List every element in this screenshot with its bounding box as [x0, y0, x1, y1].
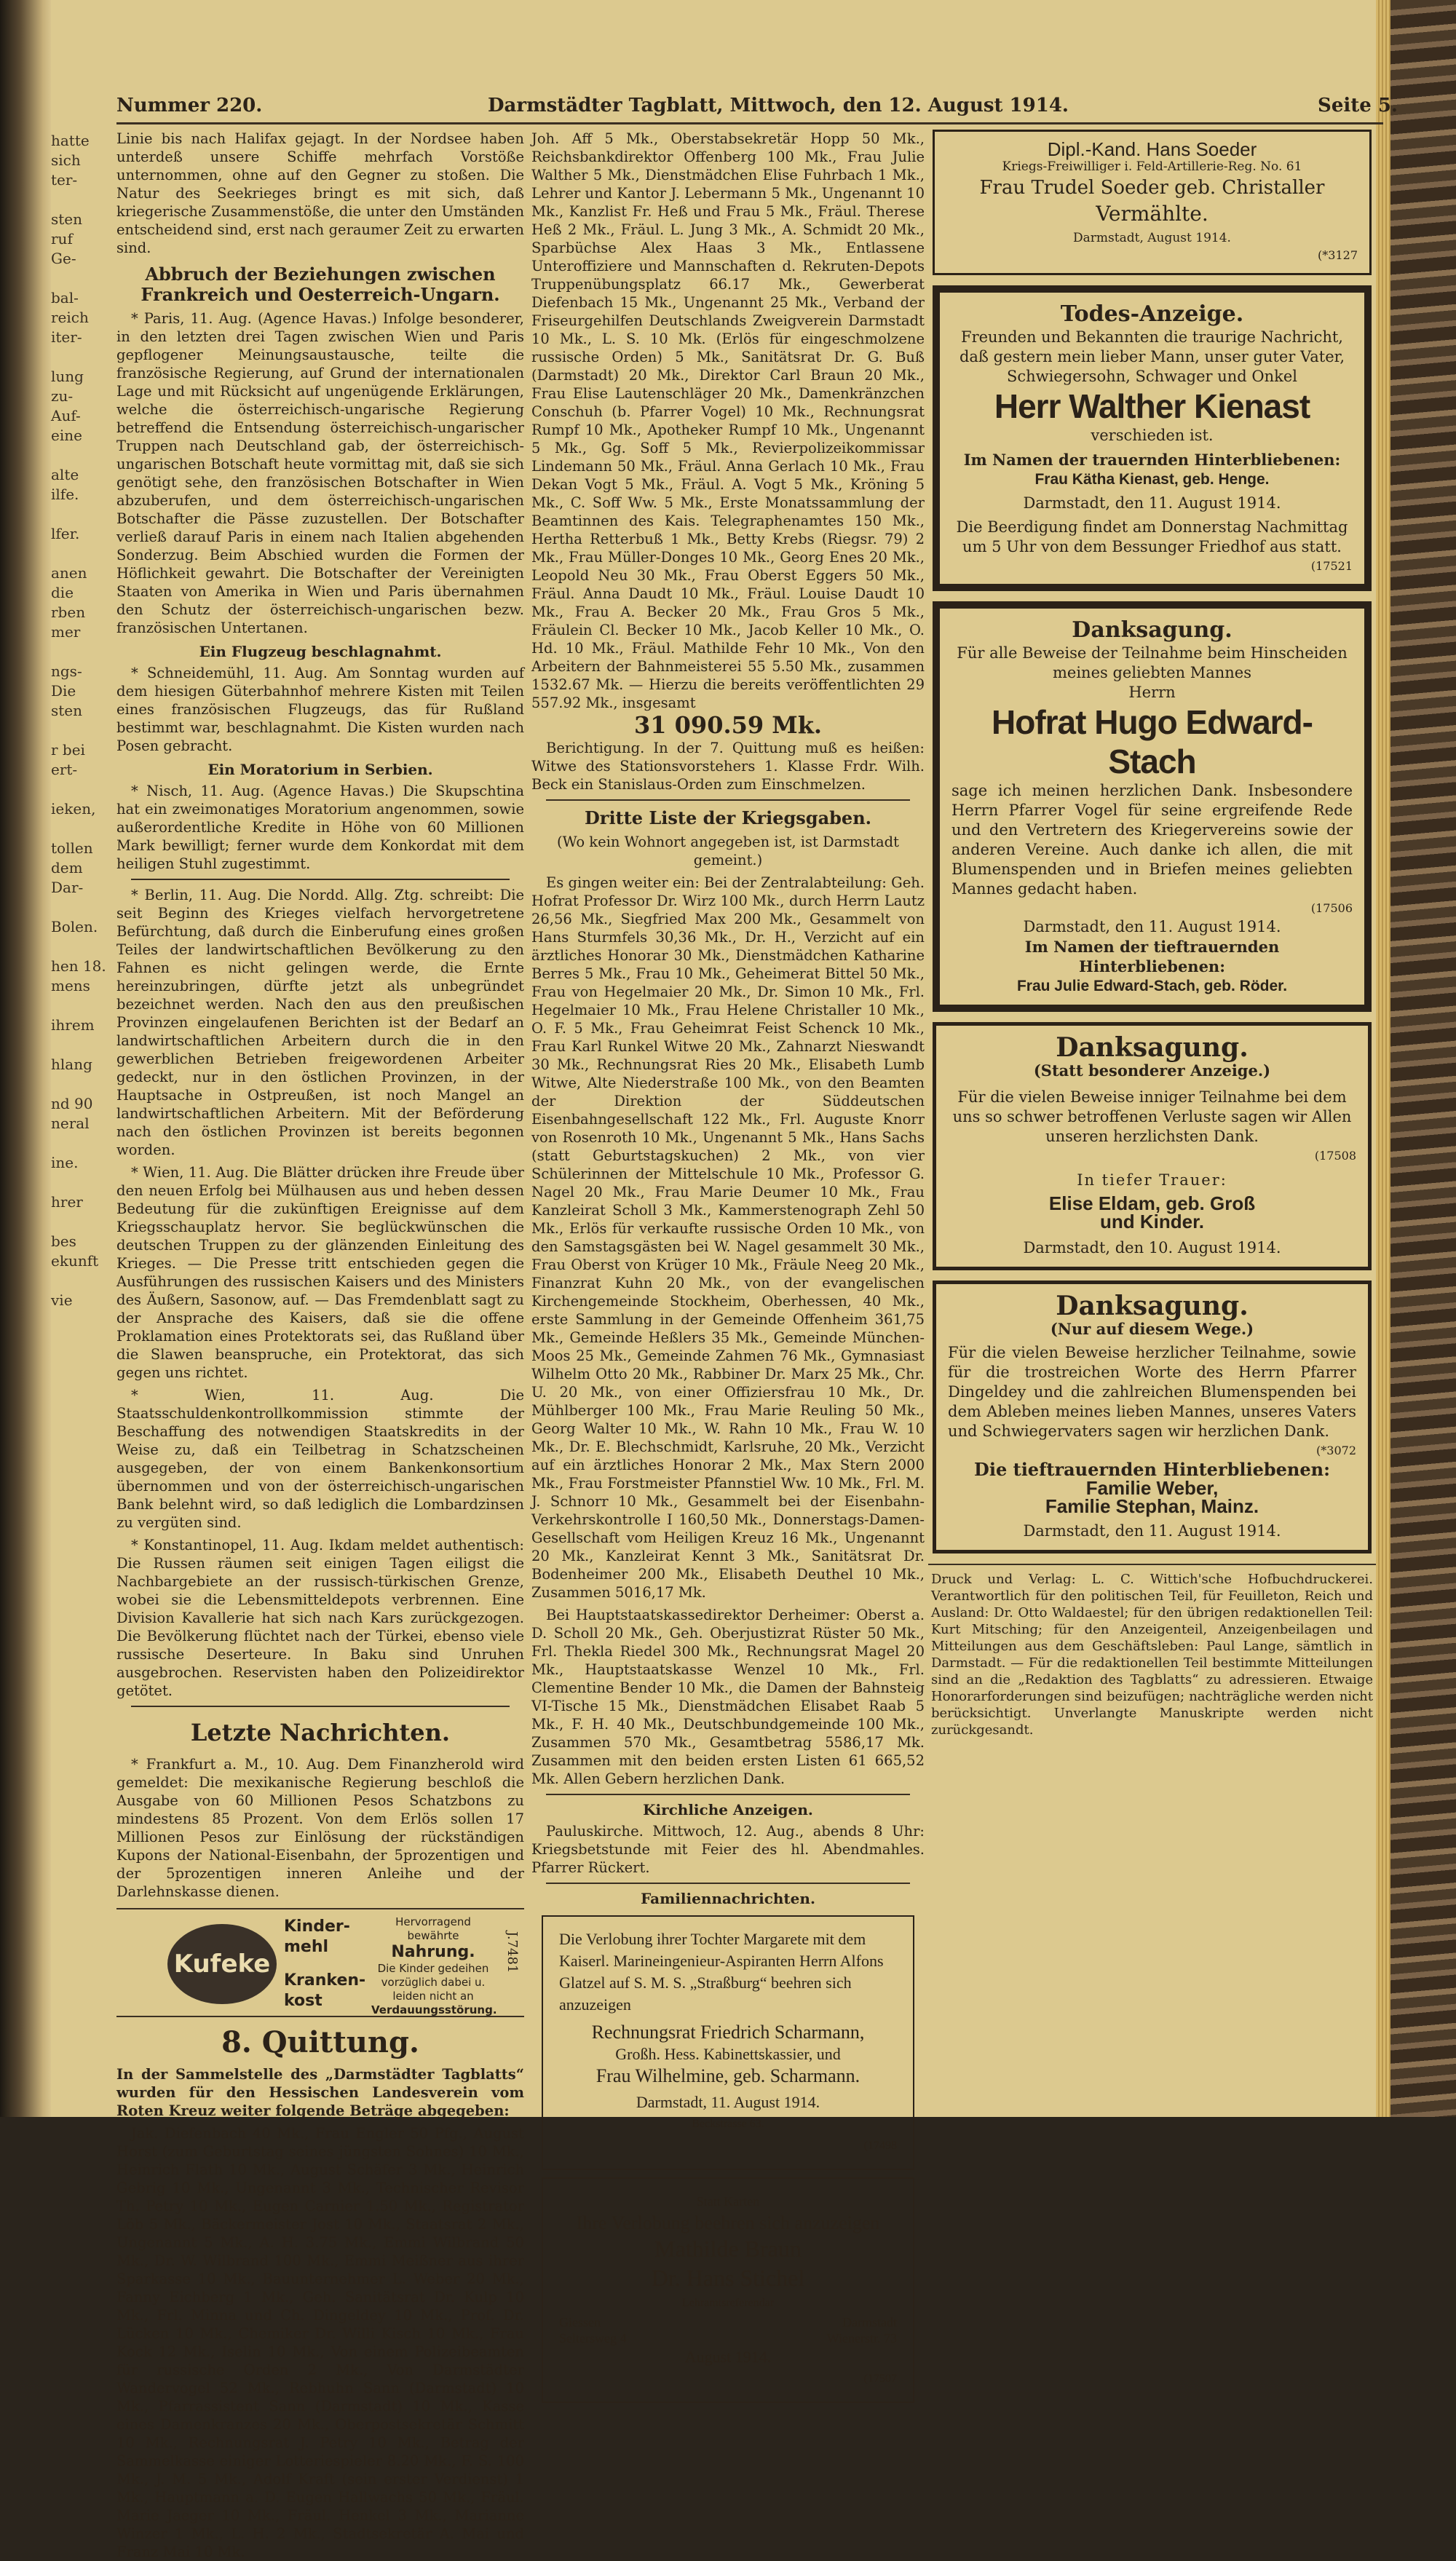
ad-text: Giessen: [559, 2315, 601, 2330]
divider: [546, 1794, 910, 1795]
margin-fragment: [51, 937, 96, 957]
correction-note: Berichtigung. In der 7. Quittung muß es heißen: Witwe des Stationsvorstehers 1. Klasse Frdr. Wilh. Beck ein Stanislaus-Orden zum Einschmelzen.: [531, 740, 925, 793]
margin-fragment: hen 18.: [51, 957, 106, 975]
ad-text: Hervorragend bewährte: [395, 1915, 471, 1942]
margin-fragment: [51, 721, 96, 740]
margin-fragment: ert-: [51, 761, 78, 778]
ad-text: Die Kinder gedeihen vorzüglich dabei u. leiden nicht an: [377, 1962, 489, 2003]
margin-fragment: ter-: [51, 171, 78, 189]
kufeke-logo: Kufeke: [167, 1924, 277, 2004]
notice-text: In tiefer Trauer:: [1077, 1171, 1227, 1189]
margin-fragment: zu-: [51, 387, 74, 405]
margin-fragment: bal-: [51, 289, 79, 306]
margin-fragment: Ge-: [51, 250, 76, 267]
margin-fragment: rben: [51, 603, 86, 621]
margin-fragment: [51, 898, 96, 917]
margin-fragment: [51, 780, 96, 799]
receipt-intro: In der Sammelstelle des „Darmstädter Tagblatts“ wurden für den Hessischen Landesverein vom Roten Kreuz weiter folgende Beträge abgegeben:: [116, 2066, 524, 2119]
section-note: (Wo kein Wohnort angegeben ist, ist Darmstadt gemeint.): [557, 834, 899, 868]
donation-list: Es gingen weiter ein: Bei der Zentralabteilung: Geh. Hofrat Professor Dr. Wirz 100 Mk., durch Herrn Lautz 26,56 Mk., Siegfried Max 200 Mk., Gesammelt von Hans Sturmfels 30,36 Mk., Dr. H., Verzicht auf ein ärztliches Honorar 30 Mk., Dienstmädchen Katharine Berres 5 Mk., Frau 10 Mk., Geheimerat Bittel 50 Mk., Frau von Hegelmaier 20 Mk., Dr. Simon 10 Mk., Frl. Hegelmaier 10 Mk., Frau Helene Christaller 10 Mk., O. F. 5 Mk., Frau Geheimrat Feist Schenck 10 Mk., Frau Karl Runkel Witwe 20 Mk., Zahnarzt Nieswandt 30 Mk., Rechnungsrat Ries 20 Mk., Elisabeth Lumb Witwe, Alte Niederstraße 100 Mk., von den Beamten der Direktion der Süddeutschen Eisenbahngesellschaft 122 Mk., Frl. Auguste Knorr von Rosenroth 10 Mk., Ungenannt 5 Mk., Hans Sachs (statt Geburtstagskuchen) 2 Mk., von vier Schülerinnen der Mittelschule 10 Mk., Professor G. Nagel 20 Mk., Frau Marie Deumer 10 Mk., Frau Kanzleirat Scholl 3 Mk., Kammerstenograph Zehl 50 Mk., Erlös für verkaufte russische Orden 10 Mk., von den Samstagsgästen bei W. Nagel gesammelt 30 Mk., Frau Oberst von Krüger 10 Mk., Fräule Neeg 20 Mk., Finanzrat Kuhn 20 Mk., von der evangelischen Kirchengemeinde Stockheim, Oberhessen, 40 Mk., erste Sammlung in der Gemeinde Offenheim 361,75 Mk., Gemeinde Heßlers 35 Mk., Gemeinde München-Moos 25 Mk., Gemeinde Zahmen 76 Mk., Gymnasiast Wilhelm Otto 20 Mk., Rabbiner Dr. Marx 25 Mk., Chr. U. 20 Mk., von einer Offiziersfrau 10 Mk., Dr. Mühlberger 100 Mk., Frau Marie Reuling 50 Mk., Georg Walter 10 Mk., W. Rahn 10 Mk., Frau W. 10 Mk., Dr. E. Blechschmidt, Karlsruhe, 20 Mk., Verzicht auf ein ärztliches Honorar 2 Mk., Max Stern 2000 Mk., Frau Forstmeister Pfannstiel Ww. 10 Mk., Frl. M. J. Schnorr 10 Mk., Gesammelt bei der Eisenbahn-Verkehrskontrolle I 160,50 Mk., Donnerstags-Damen-Gesellschaft vom Heiligen Kreuz 16 Mk., Ungenannt 20 Mk., Kanzleirat Kennt 3 Mk., Sanitätsrat Dr. Bodenheimer 200 Mk., Elisabeth Deuthel 10 Mk., Zusammen 5016,17 Mk.: [531, 874, 925, 1601]
ad-text: Verdauungsstörung.: [371, 2003, 497, 2016]
ad-name: Mathilde Braun: [654, 2236, 802, 2262]
margin-fragment: [51, 1173, 96, 1192]
ad-text: Die Verlobung ihrer Tochter Margarete mit dem Kaiserl. Marineingenieur-Aspiranten Herrn Alfons Glatzel auf S. M. S. „Straßburg“ beehren sich anzuzeigen: [559, 1930, 884, 2014]
margin-fragment: r bei: [51, 741, 85, 759]
article-subheading: Ein Flugzeug beschlagnahmt.: [199, 643, 442, 660]
kufeke-product-label: [284, 1917, 365, 2011]
thanks-notice-edward-stach: [933, 601, 1372, 1012]
margin-fragment: sich: [51, 151, 81, 169]
ad-code: J.7481: [505, 1931, 520, 1974]
notice-text: Für die vielen Beweise inniger Teilnahme bei dem uns so schwer betroffenen Verluste sagen wir Allen unseren herzlichsten Dank.: [952, 1088, 1352, 1145]
deceased-name: Hofrat Hugo Edward-Stach: [992, 703, 1313, 780]
notice-title: Todes-Anzeige.: [1060, 301, 1244, 327]
margin-fragment: sten: [51, 210, 83, 228]
margin-fragment: nd 90: [51, 1095, 93, 1112]
column-3: [928, 130, 1376, 2095]
ad-text: Dipl.-Kand. Hans Soeder: [1047, 138, 1257, 160]
ad-text: Nahrung.: [391, 1943, 475, 1961]
ad-text: Darmstadt, August 1914.: [1073, 231, 1231, 245]
notice-text: und Kinder.: [1100, 1211, 1204, 1232]
engagement-announcement-scharmann: [542, 1915, 914, 2170]
notice-text: Familie Weber,: [1085, 1477, 1219, 1499]
divider: [928, 1564, 1376, 1565]
article-paragraph: * Wien, 11. Aug. Die Blätter drücken ihre Freude über den neuen Erfolg bei Mülhausen aus und heben dessen Bedeutung für die zukünftigen Ereignisse auf dem Kriegsschauplatz hervor. Sie beglückwünschen die deutschen Truppen zu der glänzenden Einleitung des Krieges. — Die Presse tritt entschieden gegen die Ausführungen des russischen Kaisers und des Ministers des Äußern, Sasonow, auf. — Das Fremdenblatt sagt zu der Ansprache des Kaisers, daß sie die offene Proklamation eines Protektorats sei, das Rußland über die Slawen beanspruche, ein Protektorat, das sich gegen uns richtet.: [116, 1164, 524, 1381]
divider: [131, 879, 510, 880]
page-number: Seite 5.: [1318, 95, 1398, 116]
margin-fragment: [51, 1133, 96, 1153]
section-heading-war-donations: Dritte Liste der Kriegsgaben.: [584, 807, 871, 828]
donation-total: 31 090.59 Mk.: [633, 711, 822, 739]
notice-text: Die tieftrauernden Hinterbliebenen:: [974, 1459, 1330, 1480]
notice-text: Im Namen der tieftrauernden Hinterbliebenen:: [1024, 938, 1280, 975]
margin-fragment: lung: [51, 368, 84, 385]
margin-fragment: neral: [51, 1115, 90, 1132]
margin-fragment: [51, 544, 96, 563]
margin-fragment: iter-: [51, 328, 82, 346]
ad-text: Lehramtsreferendar: [681, 2297, 775, 2309]
margin-fragment: hrer: [51, 1193, 83, 1211]
margin-fragment: mer: [51, 623, 81, 641]
book-cover-right: [1390, 0, 1456, 2117]
margin-fragment: reich: [51, 309, 89, 326]
notice-text: Darmstadt, den 11. August 1914.: [1023, 918, 1281, 935]
previous-page-margin: [51, 131, 106, 2111]
margin-fragment: dem: [51, 859, 83, 876]
margin-fragment: eine: [51, 427, 82, 444]
ad-text: Statt Karten: [696, 2194, 760, 2209]
ad-text: Kriegs-Freiwilliger i. Feld-Artillerie-Reg. No. 61: [1002, 159, 1302, 174]
margin-fragment: anen: [51, 564, 87, 582]
notice-text: (Statt besonderer Anzeige.): [1033, 1061, 1271, 1080]
notice-text: (Nur auf diesem Wege.): [1050, 1320, 1254, 1338]
margin-fragment: alte: [51, 466, 79, 483]
ad-addresses: [559, 2330, 897, 2346]
ad-text: Rechnungsrat Friedrich Scharmann,: [591, 2022, 865, 2043]
margin-fragment: ngs-: [51, 662, 82, 680]
issue-number: Nummer 220.: [116, 95, 263, 116]
deceased-name: Herr Walther Kienast: [994, 387, 1310, 425]
kufeke-claim: [371, 1915, 495, 2017]
margin-fragment: ieken,: [51, 800, 96, 818]
article-subheading: Ein Moratorium in Serbien.: [207, 761, 433, 778]
notice-title: Danksagung.: [1056, 1032, 1249, 1063]
margin-fragment: sten: [51, 702, 83, 719]
margin-fragment: Auf-: [51, 407, 81, 424]
margin-fragment: ruf: [51, 230, 73, 248]
notice-text: verschieden ist.: [1091, 427, 1214, 444]
margin-fragment: [51, 190, 96, 210]
notice-text: Darmstadt, den 11. August 1914.: [1023, 1522, 1281, 1540]
article-paragraph: * Nisch, 11. Aug. (Agence Havas.) Die Skupschtina hat ein zweimonatiges Moratorium angenommen, sowie außerordentliche Kredite in Höhe von 60 Millionen Mark bewilligt; ferner wurde dem Konkordat mit dem heiligen Stuhl zugestimmt.: [116, 783, 524, 872]
ad-name: Dr. Hans Stichel: [651, 2265, 805, 2291]
section-heading-latest-news: Letzte Nachrichten.: [190, 1719, 451, 1746]
notice-text: Elise Eldam, geb. Groß: [1048, 1192, 1256, 1214]
ad-text: mehl: [284, 1938, 329, 1956]
margin-fragment: [51, 504, 96, 524]
margin-fragment: ilfe.: [51, 486, 79, 503]
margin-fragment: die: [51, 584, 74, 601]
notice-title: Danksagung.: [1072, 617, 1233, 643]
notice-text: Für die vielen Beweise herzlicher Teilnahme, sowie für die trostreichen Worte des Herrn Pfarrer Dingeldey und die zahlreichen Blumenspenden bei dem Ableben meines lieben Mannes, unseres Vaters und Schwiegervaters sagen wir herzlichen Dank.: [948, 1344, 1356, 1440]
ad-text: Kinder-: [284, 1917, 350, 1936]
notice-text: Frau Kätha Kienast, geb. Henge.: [1034, 471, 1270, 488]
notice-text: Freunden und Bekannten die traurige Nachricht, daß gestern mein lieber Mann, unser guter Vater, Schwiegersohn, Schwager und Onkel: [959, 328, 1345, 385]
column-1: [116, 130, 524, 2560]
article-paragraph: * Schneidemühl, 11. Aug. Am Sonntag wurden auf dem hiesigen Güterbahnhof mehrere Kisten mit Teilen eines französischen Flugzeugs, das für Rußland bestimmt war, beschlagnahmt. Die Kisten wurden nach Posen gebracht.: [116, 665, 524, 754]
section-heading-family: Familiennachrichten.: [641, 1890, 815, 1907]
margin-fragment: tollen: [51, 839, 93, 857]
article-heading: Abbruch der Beziehungen zwischen Frankreich und Oesterreich-Ungarn.: [141, 264, 500, 305]
article-paragraph: * Konstantinopel, 11. Aug. Ikdam meldet authentisch: Die Russen räumen seit einigen Tagen eiligst die Nachbargebiete an der russisch-türkischen Grenze, wobei sie die Lebensmitteldepots verbrennen. Eine Division Kavallerie hat sich nach Kars zurückgezogen. Die Bevölkerung flüchtet nach der Türkei, ebenso viele russische Deserteure. In Baku sind Unruhen ausgebrochen. Reservisten haben den Polizeidirektor getötet.: [116, 1537, 524, 1699]
margin-fragment: [51, 347, 96, 367]
page-header: [116, 95, 1398, 124]
margin-fragment: [51, 446, 96, 465]
thanks-notice-weber: [933, 1280, 1372, 1553]
notice-text: Herrn: [1128, 684, 1176, 701]
ad-text: Ihre Verlobung beehren sich anzuzeigen: [576, 2212, 880, 2233]
ad-text: Frau Wilhelmine, geb. Scharmann.: [596, 2065, 860, 2086]
article-paragraph: * Frankfurt a. M., 10. Aug. Dem Finanzherold wird gemeldet: Die mexikanische Regierung beschloß die Ausgabe von 60 Millionen Pesos Schatzbons zu mindestens 85 Prozent. Von dem Erlös sollen 17 Millionen Pesos zur Einlösung der rückständigen Kupons der National-Eisenbahn, der 5prozentigen und der 5prozentigen inneren Anleihe und der Darlehnskasse dienen.: [116, 1756, 524, 1900]
notice-text: sage ich meinen herzlichen Dank. Insbesondere Herrn Pfarrer Vogel für seine ergreifende Rede und den Vertretern des Kriegervereins sowie der anderen Vereine. Auch danke ich allen, die mit Blumenspenden und in Briefen meines geliebten Mannes gedacht haben.: [951, 782, 1353, 898]
notice-text: Darmstadt, den 11. August 1914.: [1023, 494, 1281, 512]
section-heading-church: Kirchliche Anzeigen.: [643, 1801, 813, 1818]
notice-text: Darmstadt, den 10. August 1914.: [1023, 1239, 1281, 1256]
publisher-imprint: Druck und Verlag: L. C. Wittich'sche Hofbuchdruckerei. Verantwortlich für den politischen Teil, für Feuilleton, Reich und Ausland: Dr. Otto Waldaestel; für den übrigen redaktionellen Teil: Kurt Mitsching; für den Anzeigenteil, Anzeigenbeilagen und Mitteilungen aus dem Geschäftsleben: Paul Lange, sämtlich in Darmstadt. — Für die redaktionellen Teil bestimmte Mitteilungen sind an die „Redaktion des Tagblatts“ zu adressieren. Etwaige Honorarforderungen sind beizufügen; nachträgliche werden nicht berücksichtigt. Unverlangte Manuskripte werden nicht zurückgesandt.: [931, 1572, 1373, 1738]
margin-fragment: Bolen.: [51, 918, 98, 935]
notice-text: Im Namen der trauernden Hinterbliebenen:: [963, 451, 1341, 469]
donation-list: Joh. Aff 5 Mk., Oberstabsekretär Hopp 50 Mk., Reichsbankdirektor Offenberg 100 Mk., Frau Julie Walther 5 Mk., Dienstmädchen Elise Fuhrbach 1 Mk., Lehrer und Kantor J. Lebermann 5 Mk., Ungenannt 10 Mk., Kanzlist Fr. Heß und Frau 5 Mk., Fräul. Therese Heß 2 Mk., Fräul. L. Jung 3 Mk., A. Schmidt 20 Mk., Sparbüchse Alex Haas 3 Mk., Entlassene Unteroffiziere und Mannschaften d. Rekruten-Depots Truppenübungsplatz 66.17 Mk., Gewerberat Diefenbach 15 Mk., Ungenannt 25 Mk., Verband der Friseurgehilfen Deutschlands Zweigverein Darmstadt 10 Mk., L. S. 10 Mk. (Erlös für eingeschmolzene russische Orden) 5 Mk., Sanitätsrat Dr. G. Buß (Darmstadt) 20 Mk., Direktor Carl Braun 20 Mk., Frau Elise Lautenschläger 20 Mk., Damenkränzchen Conschuh (b. Pfarrer Vogel) 10 Mk., Rechnungsrat Rumpf 10 Mk., Apotheker Rumpf 10 Mk., Ungenannt 5 Mk., Gg. Soff 5 Mk., Revierpolizeikommissar Lindemann 50 Mk., Fräul. Anna Gerlach 10 Mk., Frau Dekan Vogt 5 Mk., Fräul. A. Vogt 5 Mk., Kröning 5 Mk., C. Soff Ww. 5 Mk., Erste Monatssammlung der Beamtinnen des Kais. Telegraphenamtes 150 Mk., Hertha Retterbuß 1 Mk., Betty Krebs (Riegsr. 79) 2 Mk., Frau Müller-Donges 10 Mk., Georg Enes 20 Mk., Leopold Neu 30 Mk., Frau Oberst Eggers 50 Mk., Fräul. Anna Daudt 10 Mk., Fräul. Louise Daudt 10 Mk., Frau A. Becker 20 Mk., Frau Gros 5 Mk., Fräulein Cl. Becker 10 Mk., Jacob Keller 10 Mk., O. Hd. 10 Mk., Fräul. Mathilde Fehr 10 Mk., Von den Arbeitern der Bahnmeisterei 55 5.50 Mk., zusammen 1532.67 Mk. — Hierzu die bereits veröffentlichten 29 557.92 Mk., insgesamt: [531, 130, 925, 711]
ad-code: (17498: [863, 2140, 897, 2152]
margin-fragment: Dar-: [51, 879, 84, 896]
margin-fragment: mens: [51, 977, 90, 994]
margin-fragment: Die: [51, 682, 76, 700]
margin-fragment: hatte: [51, 132, 90, 149]
notice-text: Für alle Beweise der Teilnahme beim Hinscheiden meines geliebten Mannes: [957, 644, 1348, 681]
ad-text: Großh. Hess. Kabinettskassier, und: [615, 2045, 841, 2063]
kufeke-advertisement: [116, 1908, 524, 2017]
column-2: [531, 130, 925, 2385]
engagement-announcement-braun-stichel: [542, 2177, 914, 2403]
margin-fragment: [51, 1212, 96, 1232]
margin-fragment: [51, 1074, 96, 1094]
margin-fragment: hlang: [51, 1056, 92, 1073]
thanks-notice-eldam: [933, 1022, 1372, 1270]
margin-fragment: [51, 269, 96, 288]
margin-fragment: [51, 1035, 96, 1055]
ad-text: kost: [284, 1992, 323, 2010]
notice-text: Die Beerdigung findet am Donnerstag Nachmittag um 5 Uhr von dem Bessunger Friedhof aus statt.: [956, 518, 1348, 555]
masthead-title: Darmstädter Tagblatt, Mittwoch, den 12. August 1914.: [488, 95, 1069, 116]
margin-fragment: [51, 819, 96, 839]
ad-text: Kranken-: [284, 1971, 366, 1990]
ad-code: (17507: [863, 2372, 897, 2385]
ad-code: (17508: [1314, 1149, 1356, 1163]
ad-code: (17521: [1310, 559, 1353, 573]
book-binding-left: [0, 0, 51, 2117]
article-intro: Linie bis nach Halifax gejagt. In der Nordsee haben unterdeß unsere Schiffe mehrfach Vorstöße unternommen, ohne auf den Gegner zu stoßen. Die Natur des Seekrieges bringt es mit sich, daß kriegerische Zusammenstöße, die unter den Umständen entscheidend sind, erst nach geraumer Zeit zu erwarten sind.: [116, 130, 524, 256]
margin-fragment: ine.: [51, 1154, 79, 1171]
ad-code: (17506: [1310, 901, 1353, 915]
ad-text: Darmstadt: [842, 2315, 897, 2330]
ad-text: Darmstadt, 11. August 1914.: [636, 2093, 820, 2111]
article-paragraph: * Wien, 11. Aug. Die Staatsschuldenkontrollkommission stimmte der Beschaffung des notwendigen Staatskredits in der Weise zu, daß ein Teilbetrag in Schatzscheinen ausgegeben, der von einem Bankenkonsortium übernommen und von der österreichisch-ungarischen Bank belehnt wird, so daß lediglich die Lombardzinsen zu vergüten sind.: [116, 1387, 524, 1531]
ad-code: (*3072: [1316, 1444, 1356, 1457]
article-paragraph: * Berlin, 11. Aug. Die Nordd. Allg. Ztg. schreibt: Die seit Beginn des Krieges vielfach hervorgetretene Befürchtung, daß durch die Einberufung eines großen Teiles der landwirtschaftlichen Bevölkerung zu den Fahnen es nicht gelingen werde, die Ernte hereinzubringen, dürfte jetzt als unbegründet bezeichnet werden. Nach den aus den preußischen Provinzen eingelaufenen Berichten ist der Bedarf an landwirtschaftlichen Arbeitern durch die in den gewerblichen Betrieben freigewordenen Arbeiter gedeckt, nur in den östlichen Provinzen, in der Hauptsache in Ostpreußen, ist noch Mangel an landwirtschaftlichen Arbeitern. Mit der Beförderung nach den östlichen Provinzen ist bereits begonnen worden.: [116, 887, 524, 1158]
ad-text: Beckstrasse 63.: [692, 2118, 764, 2130]
ad-text: Frau Trudel Soeder geb. Christaller: [979, 177, 1325, 199]
divider: [546, 799, 910, 801]
notice-text: Frau Julie Edward-Stach, geb. Röder.: [1016, 978, 1288, 994]
donation-list: Bei Hauptstaatskassedirektor Derheimer: Oberst a. D. Scholl 20 Mk., Geh. Oberjustizrat Rüster 50 Mk., Frl. Thekla Riedel 300 Mk., Rechnungsrat Magel 20 Mk., Hauptstaatskasse Wenzel 10 Mk., Frl. Clementine Bender 10 Mk., die Damen der Bahnsteig VI-Tische 15 Mk., Dienstmädchen Elisabet Raab 5 Mk., F. H. 40 Mk., Deutschbundgemeinde 100 Mk., Zusammen 570 Mk., Gesamtbetrag 5586,17 Mk. Zusammen mit den beiden ersten Listen 61 665,52 Mk. Allen Gebern herzlichen Dank.: [531, 1607, 925, 1787]
margin-fragment: ekunft: [51, 1252, 99, 1270]
margin-fragment: [51, 642, 96, 662]
newspaper-page: [51, 0, 1398, 2560]
article-paragraph: * Paris, 11. Aug. (Agence Havas.) Infolge besonderer, in den letzten drei Tagen zwischen Wien und Paris gepflogener Meinungsaustausche, teilte die französische Regierung, auf Grund der internationalen Lage und mit Rücksicht auf ungenügende Erklärungen, welche die österreichisch-ungarische Regierung betreffend die Entsendung österreichisch-ungarischer Truppen nach Deutschland gab, der österreichisch-ungarischen Botschaft heute vormittag mit, daß sie sich genötigt sehe, den französischen Botschafter in Wien abzuberufen, und dem österreichisch-ungarischen Botschafter die Pässe zuzustellen. Der Botschafter verließ darauf Paris in einem nach Italien abgehenden Sonderzug. Beim Abschied wurden die Formen der Höflichkeit gewahrt. Die Botschafter der Vereinigten Staaten von Amerika in Wien und Paris übernahmen den Schutz der österreichisch-ungarischen bezw. französischen Untertanen.: [116, 310, 524, 636]
ad-text: Wienerstr. 73: [826, 2331, 897, 2346]
ad-text: Vermählte.: [1096, 202, 1208, 226]
margin-fragment: ihrem: [51, 1016, 95, 1034]
ad-addresses: [559, 2314, 897, 2330]
ad-text: August 1914.: [684, 2348, 772, 2366]
margin-fragment: vie: [51, 1291, 73, 1309]
church-notice: Pauluskirche. Mittwoch, 12. Aug., abends 8 Uhr: Kriegsbetstunde mit Feier des hl. Abendmahles. Pfarrer Rückert.: [531, 1823, 925, 1876]
notice-title: Danksagung.: [1056, 1291, 1249, 1321]
notice-text: Familie Stephan, Mainz.: [1045, 1495, 1259, 1517]
ad-code: (*3127: [1318, 248, 1358, 262]
margin-fragment: bes: [51, 1232, 76, 1250]
death-notice-kienast: [933, 285, 1372, 591]
divider: [131, 1706, 510, 1707]
margin-fragment: [51, 996, 96, 1016]
section-heading-receipt: 8. Quittung.: [221, 2025, 419, 2059]
divider: [546, 1883, 910, 1884]
margin-fragment: lfer.: [51, 525, 80, 542]
marriage-announcement-soeder: [933, 130, 1372, 275]
header-rule: [116, 122, 1383, 124]
receipt-list: Jak. Diefenbach 40 Mk., Frau Engler 50 Pfg., August Horst (zum Geburtstag seines jüngsten Sohnes) 10 Mk., Heinrich Flath 10 Mk., August Schäfer 3 Mk., Heinrich Gebrig 10 Mk., Ungenannt 3 Mk., Technischer Revisor Th. Petry 10 Mk., Eugen Carnier 1.50 Mk., Registrator Löb 5 Mk., Bäckermeister Jost 10 Mk., Staatsrat 2 Mk., Ungenannt 5 Mk., A. H. 3.75 Mk., Emmi Wilbrand 50 Mk., Dr. W. Wilbrand 100 Mk., Emmi Meißner aus ihrer Sparkasse 10 Mk., Bauunternehmer L. Weber 20 Mk., Fanny Eichberg 1 Mk., Geh. Sanitätsrat Dr. Kulp 10 Mk., Frl. Minna und Ch. Dingeldey 10 Mk., Prof. Dr. Lücken 10 Mk., Chemiker Dr. Willi Kisch 10 Mk., Frau Kock 12 Mk., Iselin 10 Mk., Von einem Polizeibeamten für russische Orden 2 Mk., Von Darmstädter Wandervogel 52 Mk., Rebhuhn Sann (Darmstadt) 10 Mk., Pfarrassistent Sann (Darmstadt) 10 Mk., Kasse eines Damenkranzes 20 Mk., Oberpostsekretär Schmitt 10 Mk., Rechnungsrat J. Petry 10 Mk., Betrag der Sammelkasse einiger Lotteriespieler 8.20 Mk., F. S. 100 Mk., J. M. 5 Mk., Adolf Kraft (sein erster Verdienst) 1 Mk., Hauptmann a. D. Eugen Hallwachs 50 Mk., Fräul. Marie Jaeger 10 Mk., Fräul. Henkel 3 Mk., Marianne Winzer 1 Mk., L. H. 2 Mk., Stadtsekretär A. Mai und Franz Mai 10 Mk.: [116, 2125, 524, 2560]
margin-fragment: [51, 1271, 96, 1291]
ad-text: Seltersweg 4: [559, 2331, 627, 2346]
